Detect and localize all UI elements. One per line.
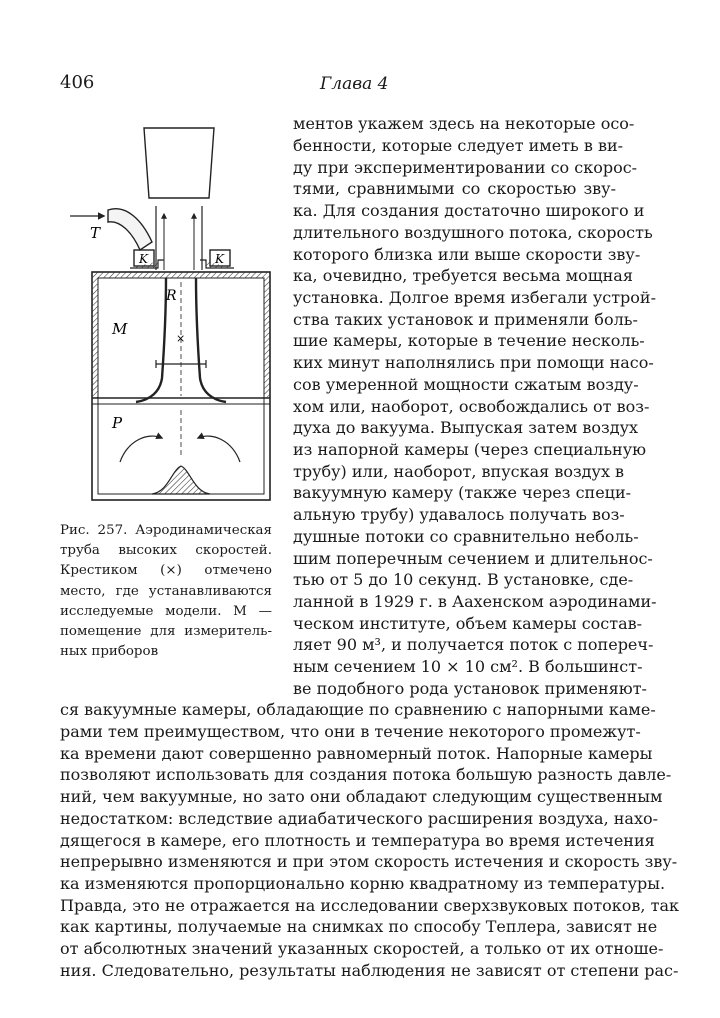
label-R: R xyxy=(166,288,177,304)
body-text-line: трубу) или, наоборот, впуская воздух в xyxy=(293,462,625,481)
body-text-line: ний, чем вакуумные, но зато они обладают следующим существенным xyxy=(60,787,663,806)
body-text-line: ланной в 1929 г. в Аахенском аэродинами- xyxy=(293,592,657,611)
body-text-line: недостатком: вследствие адиабатического расширения воздуха, нахо- xyxy=(60,809,659,828)
body-text-line: которого близка или выше скорости зву- xyxy=(293,245,641,264)
flow-arrow-right xyxy=(198,436,240,462)
body-text-line: дящегося в камере, его плотность и температура во время истечения xyxy=(60,831,655,850)
wind-tunnel-figure xyxy=(56,110,286,510)
body-text-line: ве подобного рода установок применяют- xyxy=(293,679,647,698)
body-text-line: длительного воздушного потока, скорость xyxy=(293,223,653,242)
body-text-line: бенности, которые следует иметь в ви- xyxy=(293,136,624,155)
nozzle-right-wall xyxy=(196,278,226,402)
body-text-line: от абсолютных значений указанных скоростей, а только от их отноше- xyxy=(60,939,664,958)
nozzle-left-wall xyxy=(136,278,166,402)
body-text-line: духа до вакуума. Выпуская затем воздух xyxy=(293,418,639,437)
flow-arrow-left xyxy=(120,436,162,462)
body-text-line: ментов укажем здесь на некоторые осо- xyxy=(293,114,635,133)
caption-line: ных приборов xyxy=(60,644,159,660)
body-text-line: позволяют использовать для создания потока большую разность давле- xyxy=(60,765,672,784)
label-K-left: K xyxy=(139,252,148,266)
running-head: Глава 4 xyxy=(320,74,389,94)
body-text-line: ких минут наполнялись при помощи насо- xyxy=(293,353,654,372)
caption-line: труба высоких скоростей. xyxy=(60,543,272,559)
body-text-line: ка, очевидно, требуется весьма мощная xyxy=(293,266,633,285)
upper-chamber xyxy=(144,128,214,198)
label-M: M xyxy=(112,320,128,338)
body-text-line: как картины, получаемые на снимках по способу Теплера, зависят не xyxy=(60,917,658,936)
caption-line: исследуемые модели. M — xyxy=(60,603,272,619)
body-text-line: непрерывно изменяются и при этом скорость истечения и скорость зву- xyxy=(60,852,678,871)
body-text-line: душные потоки со сравнительно неболь- xyxy=(293,527,639,546)
body-text-line: тью от 5 до 10 секунд. В установке, сде- xyxy=(293,570,634,589)
body-text-line: установка. Долгое время избегали устрой- xyxy=(293,288,656,307)
body-text-line: ка изменяются пропорционально корню квадратному из температуры. xyxy=(60,874,666,893)
wind-tunnel-diagram xyxy=(56,110,286,510)
body-text-line: из напорной камеры (через специальную xyxy=(293,440,647,459)
body-text-line: рами тем преимуществом, что они в течение некоторого промежут- xyxy=(60,722,641,741)
body-text-line: ся вакуумные камеры, обладающие по сравнению с напорными каме- xyxy=(60,700,656,719)
body-text-line: вакуумную камеру (также через специ- xyxy=(293,483,632,502)
caption-line: Рис. 257. Аэродинамическая xyxy=(60,523,272,538)
figure-caption xyxy=(60,521,272,662)
label-K-right: K xyxy=(215,252,224,266)
body-text-line: ка времени дают совершенно равномерный поток. Напорные камеры xyxy=(60,744,653,763)
body-text-line: ду при экспериментировании со скорос- xyxy=(293,158,638,177)
body-text-line: ным сечением 10 × 10 см². В большинст- xyxy=(293,657,643,676)
body-text-line: ка. Для создания достаточно широкого и xyxy=(293,201,645,220)
body-text-line: ляет 90 м³, и получается поток с попереч- xyxy=(293,635,654,654)
body-text-line: шие камеры, которые в течение несколь- xyxy=(293,331,645,350)
label-T: T xyxy=(90,224,101,242)
caption-line: помещение для измеритель- xyxy=(60,624,272,640)
body-text-line: хом или, наоборот, освобождались от воз- xyxy=(293,397,650,416)
model-cross: × xyxy=(176,332,186,345)
body-text-line: шим поперечным сечением и длительнос- xyxy=(293,549,653,568)
caption-line: место, где устанавливаются xyxy=(60,583,272,599)
caption-line: Крестиком (×) отмечено xyxy=(60,563,272,579)
body-text-line: ства таких установок и применяли боль- xyxy=(293,310,638,329)
body-text-line: тями, сравнимыми со скоростью зву- xyxy=(293,179,616,198)
inlet-elbow xyxy=(108,209,152,250)
label-P: P xyxy=(112,414,123,432)
page-number: 406 xyxy=(60,72,95,93)
diffuser-hump xyxy=(152,466,210,494)
body-text-line: сов умеренной мощности сжатым возду- xyxy=(293,375,639,394)
body-text-line: ния. Следовательно, результаты наблюдения не зависят от степени рас- xyxy=(60,961,679,980)
body-text-line: Правда, это не отражается на исследовании сверхзвуковых потоков, так xyxy=(60,896,679,915)
body-text-line: ческом институте, объем камеры состав- xyxy=(293,614,643,633)
body-text-line: альную трубу) удавалось получать воз- xyxy=(293,505,625,524)
